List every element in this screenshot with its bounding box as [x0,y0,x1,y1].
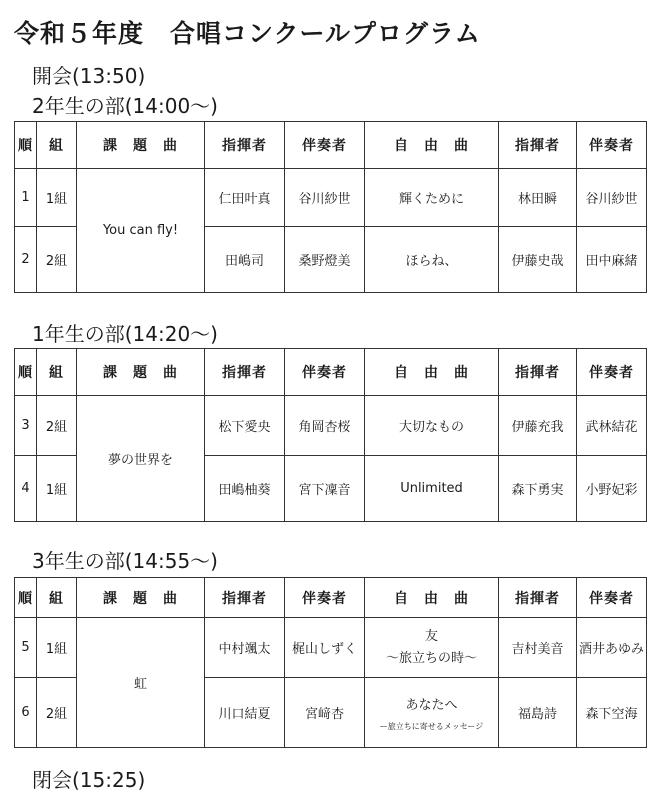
order-cell: 4 [15,456,37,522]
conductor-2-cell: 伊藤充我 [499,396,577,456]
class-cell: 2組 [37,227,77,293]
accompanist-2-cell: 酒井あゆみ [577,618,647,678]
table-header-row [15,122,647,169]
accompanist-2-cell: 田中麻緒 [577,227,647,293]
header-conductor: 指揮者 [205,349,285,396]
free-song-cell: 輝くために [365,169,499,227]
section-heading-3rd-grade: 3年生の部(14:55〜) [32,549,218,573]
accompanist-2-cell: 谷川紗世 [577,169,647,227]
order-cell: 2 [15,227,37,293]
section-heading-2nd-grade: 2年生の部(14:00〜) [32,94,218,118]
free-song-cell: 大切なもの [365,396,499,456]
program-table-3rd-grade [14,577,647,748]
conductor-2-cell: 林田瞬 [499,169,577,227]
opening-time: 開会(13:50) [32,64,146,88]
accompanist-2-cell: 森下空海 [577,678,647,748]
header-class: 組 [37,578,77,618]
class-cell: 1組 [37,169,77,227]
conductor-cell: 松下愛央 [205,396,285,456]
conductor-cell: 川口結夏 [205,678,285,748]
free-song-cell [365,618,499,678]
class-cell: 1組 [37,456,77,522]
header-accompanist-2: 伴奏者 [577,122,647,169]
accompanist-cell: 桑野燈美 [285,227,365,293]
conductor-2-cell: 吉村美音 [499,618,577,678]
header-free-song: 自 由 曲 [365,578,499,618]
header-order: 順 [15,122,37,169]
header-conductor-2: 指揮者 [499,122,577,169]
header-accompanist: 伴奏者 [285,578,365,618]
order-cell: 1 [15,169,37,227]
page-title: 令和５年度 合唱コンクールプログラム [14,19,481,48]
accompanist-2-cell: 小野妃彩 [577,456,647,522]
header-class: 組 [37,122,77,169]
header-conductor: 指揮者 [205,578,285,618]
table-header-row [15,349,647,396]
header-set-song: 課 題 曲 [77,349,205,396]
conductor-cell: 田嶋柚葵 [205,456,285,522]
header-conductor-2: 指揮者 [499,578,577,618]
header-free-song: 自 由 曲 [365,349,499,396]
header-accompanist: 伴奏者 [285,122,365,169]
header-conductor: 指揮者 [205,122,285,169]
accompanist-cell: 宮下凜音 [285,456,365,522]
accompanist-2-cell: 武林結花 [577,396,647,456]
conductor-2-cell: 森下勇実 [499,456,577,522]
free-song-title: あなたへ [405,697,458,713]
conductor-2-cell: 福島詩 [499,678,577,748]
conductor-cell: 田嶋司 [205,227,285,293]
header-free-song: 自 由 曲 [365,122,499,169]
free-song-cell: ほらね、 [365,227,499,293]
class-cell: 2組 [37,678,77,748]
free-song-cell: Unlimited [365,456,499,522]
table-row [15,169,647,227]
class-cell: 1組 [37,618,77,678]
free-song-title: 友 〜旅立ちの時〜 [385,628,477,666]
header-class: 組 [37,349,77,396]
order-cell: 3 [15,396,37,456]
conductor-2-cell: 伊藤史哉 [499,227,577,293]
program-table-2nd-grade [14,121,647,293]
header-order: 順 [15,349,37,396]
header-accompanist: 伴奏者 [285,349,365,396]
accompanist-cell: 角岡杏桜 [285,396,365,456]
header-set-song: 課 題 曲 [77,122,205,169]
closing-time: 閉会(15:25) [32,768,146,792]
accompanist-cell: 宮﨑杏 [285,678,365,748]
conductor-cell: 仁田叶真 [205,169,285,227]
header-order: 順 [15,578,37,618]
header-accompanist-2: 伴奏者 [577,578,647,618]
order-cell: 5 [15,618,37,678]
order-cell: 6 [15,678,37,748]
header-set-song: 課 題 曲 [77,578,205,618]
conductor-cell: 中村颯太 [205,618,285,678]
set-song-cell: 夢の世界を [77,396,205,522]
table-header-row [15,578,647,618]
header-conductor-2: 指揮者 [499,349,577,396]
class-cell: 2組 [37,396,77,456]
accompanist-cell: 梶山しずく [285,618,365,678]
section-heading-1st-grade: 1年生の部(14:20〜) [32,322,218,346]
free-song-subtitle: ー旅立ちに寄せるメッセージ [379,721,484,731]
set-song-cell: You can fly! [77,169,205,293]
set-song-cell: 虹 [77,618,205,748]
table-row [15,396,647,456]
table-row [15,618,647,678]
program-table-1st-grade [14,348,647,522]
header-accompanist-2: 伴奏者 [577,349,647,396]
accompanist-cell: 谷川紗世 [285,169,365,227]
free-song-cell [365,678,499,748]
